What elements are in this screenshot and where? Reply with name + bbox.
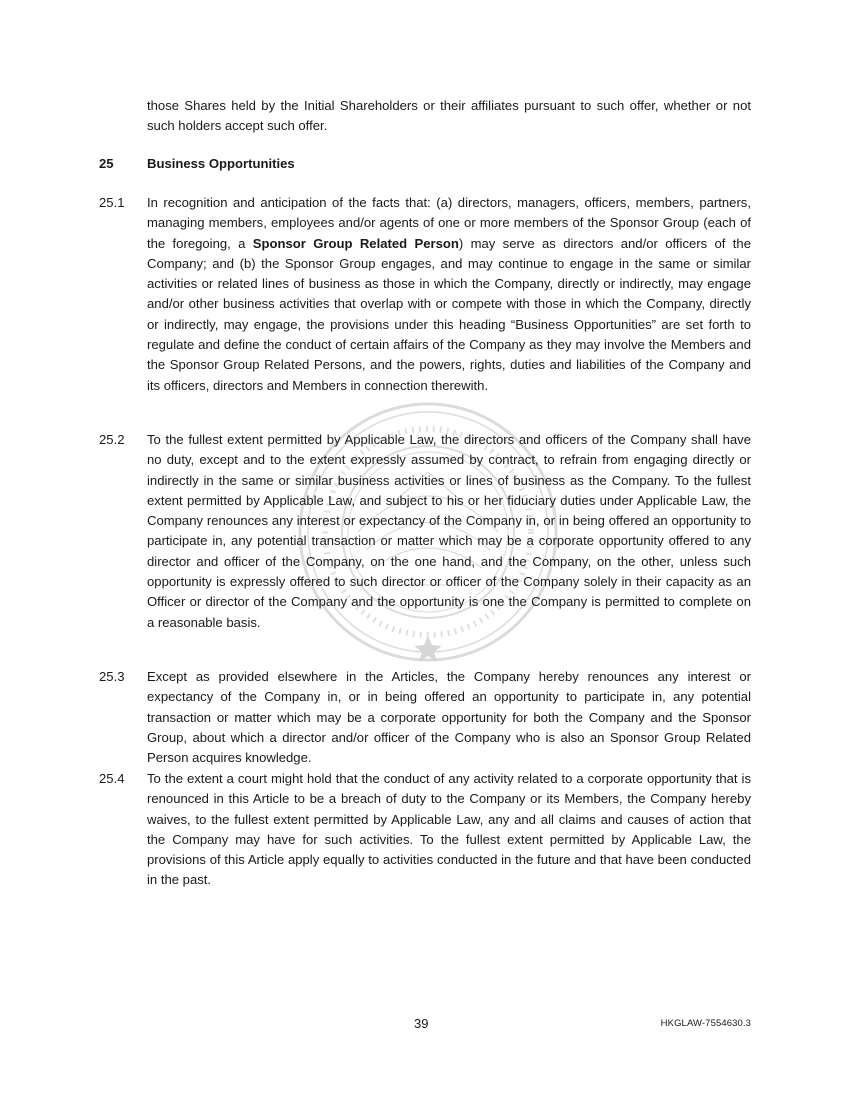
clause-number: 25.4: [99, 771, 125, 786]
clause-text: To the fullest extent permitted by Applicable Law, the directors and officers of the Company shall have no duty, except and to the extent expressly assumed by contract, to refrain from engaging directly or indirectly in the same or similar business activities or lines of business as the Company. To the fullest extent permitted by Applicable Law, and subject to his or her fiduciary duties under Applicable Law, the Company renounces any interest or expectancy of the Company in, or in being offered an opportunity to participate in, any potential transaction or matter which may be a corporate opportunity offered to any director and officer of the Company, on the one hand, and the Company, on the other, unless such opportunity is expressly offered to such director or officer of the Company solely in their capacity as an Officer or director of the Company and the opportunity is one the Company is permitted to complete on a reasonable basis.: [147, 432, 751, 630]
document-reference: HKGLAW-7554630.3: [660, 1018, 751, 1029]
clause-text: In recognition and anticipation of the facts that: (a) directors, managers, officers, members, partners, managing members, employees and/or agents of one or more members of the Sponsor Group (each of the foregoing, a Sponsor Group Related Person) may serve as directors and/or officers of the Company; and (b) the Sponsor Group engages, and may continue to engage in the same or similar activities or related lines of business as those in which the Company, directly or indirectly, may engage and/or other business activities that overlap with or compete with those in which the Company, directly or indirectly, may engage, the provisions under this heading “Business Opportunities” are set forth to regulate and define the conduct of certain affairs of the Company as they may involve the Members and the Sponsor Group Related Persons, and the powers, rights, duties and liabilities of the Company and its officers, directors and Members in connection therewith.: [147, 195, 751, 393]
intro-paragraph: those Shares held by the Initial Shareholders or their affiliates pursuant to such offer, whether or not such holders accept such offer.: [147, 98, 751, 134]
star-icon: [414, 636, 442, 662]
section-title: Business Opportunities: [147, 156, 295, 171]
page-number: 39: [414, 1016, 429, 1031]
clause-text: To the extent a court might hold that the conduct of any activity related to a corporate opportunity that is renounced in this Article to be a breach of duty to the Company or its Members, the Company hereby waives, to the fullest extent permitted by Applicable Law, any and all claims and causes of action that the Company may have for such activities. To the fullest extent permitted by Applicable Law, the provisions of this Article apply equally to activities conducted in the future and that have been conducted in the past.: [147, 771, 751, 888]
clause-number: 25.1: [99, 195, 125, 210]
clause-number: 25.2: [99, 432, 125, 447]
section-number: 25: [99, 156, 114, 171]
defined-term: Sponsor Group Related Person: [252, 235, 459, 251]
clause-number: 25.3: [99, 669, 125, 684]
clause-text: Except as provided elsewhere in the Articles, the Company hereby renounces any interest or expectancy of the Company in, or in being offered an opportunity to participate in, any potential transaction or matter which may be a corporate opportunity for both the Company and the Sponsor Group, about which a director and/or officer of the Company who is also an Sponsor Group Related Person acquires knowledge.: [147, 669, 751, 766]
